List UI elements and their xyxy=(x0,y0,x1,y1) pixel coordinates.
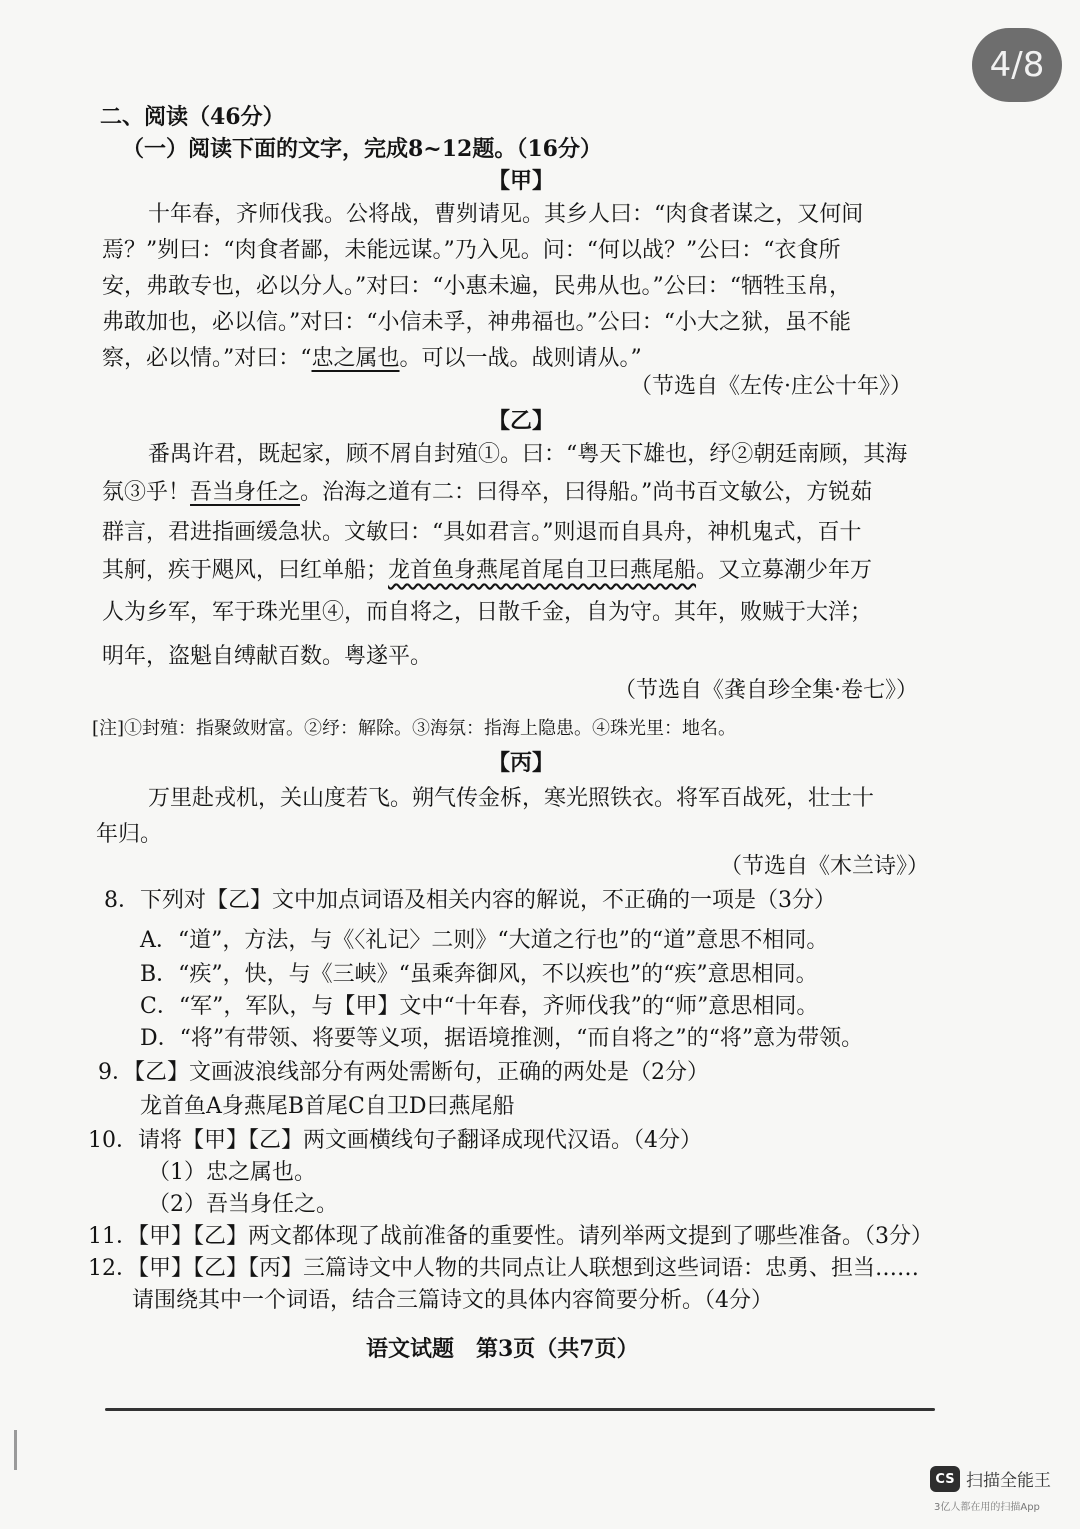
yi-line: 明年，盗魁自缚献百数。粤遂平。 xyxy=(102,644,433,669)
yi-line2-post: 。治海之道有二：曰得卒，曰得船。”尚书百文敏公，方锐茹 xyxy=(300,480,873,505)
yi-line4-post: 。又立募潮少年万 xyxy=(696,558,873,583)
page-footer: 语文试题 第3页（共7页） xyxy=(366,1336,639,1362)
yi-source: （节选自《龚自珍全集·卷七》） xyxy=(614,678,918,703)
yi-line-2 xyxy=(102,478,872,508)
question-12-continuation: 请围绕其中一个词语，结合三篇诗文的具体内容简要分析。（4分） xyxy=(132,1288,773,1313)
question-8-option-a: A．“道”，方法，与《〈礼记〉二则》“大道之行也”的“道”意思不相同。 xyxy=(140,928,829,953)
question-12: 12．【甲】【乙】【丙】三篇诗文中人物的共同点让人联想到这些词语：忠勇、担当…… xyxy=(88,1256,919,1281)
cs-logo-icon: CS xyxy=(930,1466,960,1492)
question-10-item-1: （1）忠之属也。 xyxy=(148,1160,316,1185)
section-heading: 二、阅读（46分） xyxy=(100,104,285,130)
bing-source: （节选自《木兰诗》） xyxy=(720,854,930,879)
page-indicator[interactable]: 4/8 xyxy=(972,28,1062,102)
question-8-option-c: C．“军”，军队，与【甲】文中“十年春，齐师伐我”的“师”意思相同。 xyxy=(140,994,819,1019)
jia-last-post: 。可以一战。战则请从。” xyxy=(399,346,642,371)
yi-line2-pre: 氛③乎！ xyxy=(102,480,191,505)
question-8: 8．下列对【乙】文中加点词语及相关内容的解说，不正确的一项是（3分） xyxy=(104,888,836,913)
yi-line: 群言，君进指画缓急状。文敏曰：“具如君言。”则退而自具舟，神机鬼式，百十 xyxy=(102,520,862,545)
jia-source: （节选自《左传·庄公十年》） xyxy=(630,374,912,399)
jia-underlined-sentence: 忠之属也 xyxy=(311,346,400,371)
question-8-option-b: B．“疾”，快，与《三峡》“虽乘奔御风，不以疾也”的“疾”意思相同。 xyxy=(140,962,818,987)
jia-line: 十年春，齐师伐我。公将战，曹刿请见。其乡人曰：“肉食者谋之，又何间 xyxy=(148,202,864,227)
jia-line: 弗敢加也，必以信。”对曰：“小信未孚，神弗福也。”公曰：“小大之狱，虽不能 xyxy=(102,310,851,335)
text-jia-marker: 【甲】 xyxy=(488,168,555,194)
question-10-item-2: （2）吾当身任之。 xyxy=(148,1192,338,1217)
question-9-options: 龙首鱼A身燕尾B首尾C自卫D曰燕尾船 xyxy=(140,1094,515,1119)
jia-line-last xyxy=(102,344,642,374)
text-bing-marker: 【丙】 xyxy=(488,750,555,776)
app-logo-name: 扫描全能王 xyxy=(966,1471,1051,1491)
yi-line4-pre: 其舸，疾于飓风，曰红单船； xyxy=(102,558,389,583)
question-9: 9．【乙】文画波浪线部分有两处需断句，正确的两处是（2分） xyxy=(98,1060,709,1085)
question-8-option-d: D．“将”有带领、将要等义项，据语境推测，“而自将之”的“将”意为带领。 xyxy=(140,1026,864,1051)
app-logo-tagline: 3亿人都在用的扫描App xyxy=(934,1502,1040,1513)
scan-edge-mark xyxy=(14,1430,17,1470)
app-logo xyxy=(930,1462,1070,1520)
bing-line: 年归。 xyxy=(96,822,163,847)
jia-line: 焉？”刿曰：“肉食者鄙，未能远谋。”乃入见。问：“何以战？”公曰：“衣食所 xyxy=(102,238,841,263)
jia-last-pre: 察，必以情。”对曰：“ xyxy=(102,346,312,371)
question-11: 11．【甲】【乙】两文都体现了战前准备的重要性。请列举两文提到了哪些准备。（3分） xyxy=(88,1224,933,1249)
yi-annotation: [注]①封殖：指聚敛财富。②纾：解除。③海氛：指海上隐患。④珠光里：地名。 xyxy=(92,718,737,739)
bottom-divider xyxy=(105,1408,935,1411)
yi-line: 人为乡军，军于珠光里④，而自将之，日散千金，自为守。其年，败贼于大洋； xyxy=(102,600,873,625)
yi-wavy-sentence: 龙首鱼身燕尾首尾自卫曰燕尾船 xyxy=(388,558,697,583)
jia-line: 安，弗敢专也，必以分人。”对曰：“小惠未遍，民弗从也。”公曰：“牺牲玉帛， xyxy=(102,274,851,299)
bing-line: 万里赴戎机，关山度若飞。朔气传金柝，寒光照铁衣。将军百战死，壮士十 xyxy=(148,786,875,811)
question-10: 10．请将【甲】【乙】两文画横线句子翻译成现代汉语。（4分） xyxy=(88,1128,702,1153)
text-yi-marker: 【乙】 xyxy=(488,408,555,434)
section-subheading: （一）阅读下面的文字，完成8~12题。（16分） xyxy=(122,136,602,162)
yi-underlined-sentence: 吾当身任之 xyxy=(190,480,301,505)
yi-line-4 xyxy=(102,556,872,586)
yi-line: 番禺许君，既起家，顾不屑自封殖①。曰：“粤天下雄也，纾②朝廷南顾，其海 xyxy=(148,442,908,467)
